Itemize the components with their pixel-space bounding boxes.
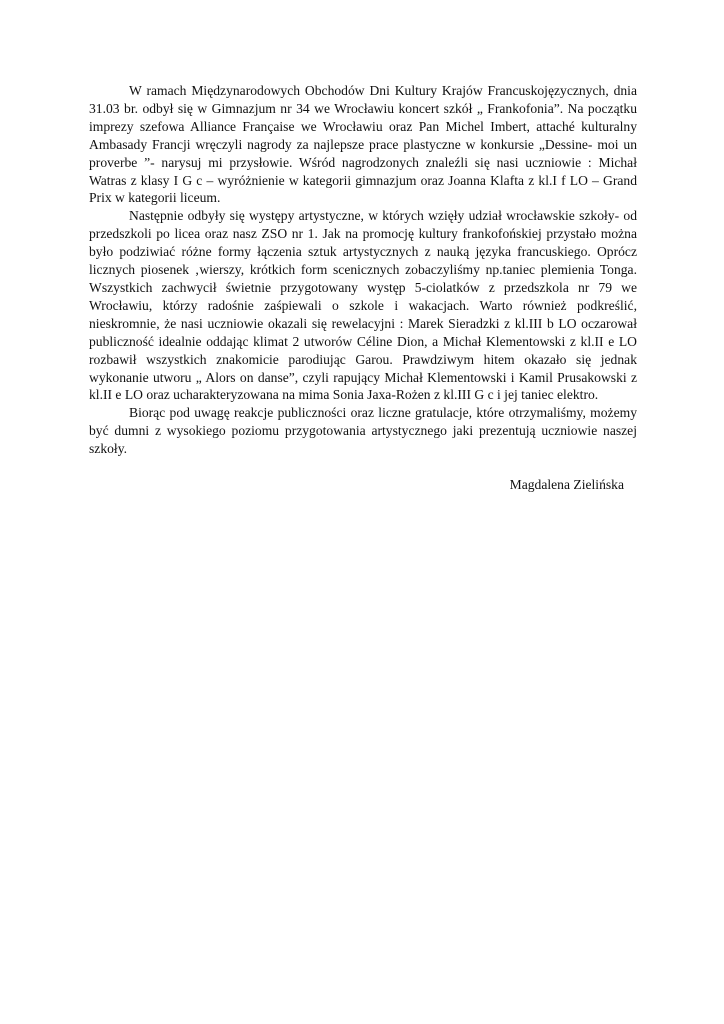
document-page (89, 82, 637, 494)
paragraph-1: W ramach Międzynarodowych Obchodów Dni Kultury Krajów Francuskojęzycznych, dnia 31.03 br. odbył się w Gimnazjum nr 34 we Wrocławiu koncert szkół „ Frankofonia”. Na początku imprezy szefowa Alliance Française we Wrocławiu oraz Pan Michel Imbert, attaché kulturalny Ambasady Francji wręczyli nagrody za najlepsze prace plastyczne w konkursie „Dessine- moi un proverbe ”- narysuj mi przysłowie. Wśród nagrodzonych znaleźli się nasi uczniowie : Michał Watras z klasy I G c – wyróżnienie w kategorii gimnazjum oraz Joanna Klafta z kl.I f LO – Grand Prix w kategorii liceum. (89, 83, 637, 206)
paragraph-3: Biorąc pod uwagę reakcje publiczności oraz liczne gratulacje, które otrzymaliśmy, możemy być dumni z wysokiego poziomu przygotowania artystycznego jaki prezentują uczniowie naszej szkoły. (89, 405, 637, 457)
paragraph-2: Następnie odbyły się występy artystyczne, w których wzięły udział wrocławskie szkoły- od przedszkoli po licea oraz nasz ZSO nr 1. Jak na promocję kultury frankofońskiej przystało można było podziwiać różne formy łączenia sztuk artystycznych z nauką języka francuskiego. Oprócz licznych piosenek ‚wierszy, krótkich form scenicznych zobaczyliśmy np.taniec plemienia Tonga. Wszystkich zachwycił świetnie przygotowany występ 5-ciolatków z przedszkola nr 79 we Wrocławiu, którzy radośnie zaśpiewali o szkole i wakacjach. Warto również podkreślić, nieskromnie, że nasi uczniowie okazali się rewelacyjni : Marek Sieradzki z kl.III b LO oczarował publiczność idealnie oddając klimat 2 utworów Céline Dion, a Michał Klementowski z kl.II e LO rozbawił wszystkich znakomicie parodiując Garou. Prawdziwym hitem okazało się jednak wykonanie utworu „ Alors on danse”, czyli rapujący Michał Klementowski i Kamil Prusakowski z kl.II e LO oraz ucharakteryzowana na mima Sonia Jaxa-Rożen z kl.III G c i jej taniec elektro. (89, 208, 637, 403)
author-signature: Magdalena Zielińska (509, 477, 624, 493)
